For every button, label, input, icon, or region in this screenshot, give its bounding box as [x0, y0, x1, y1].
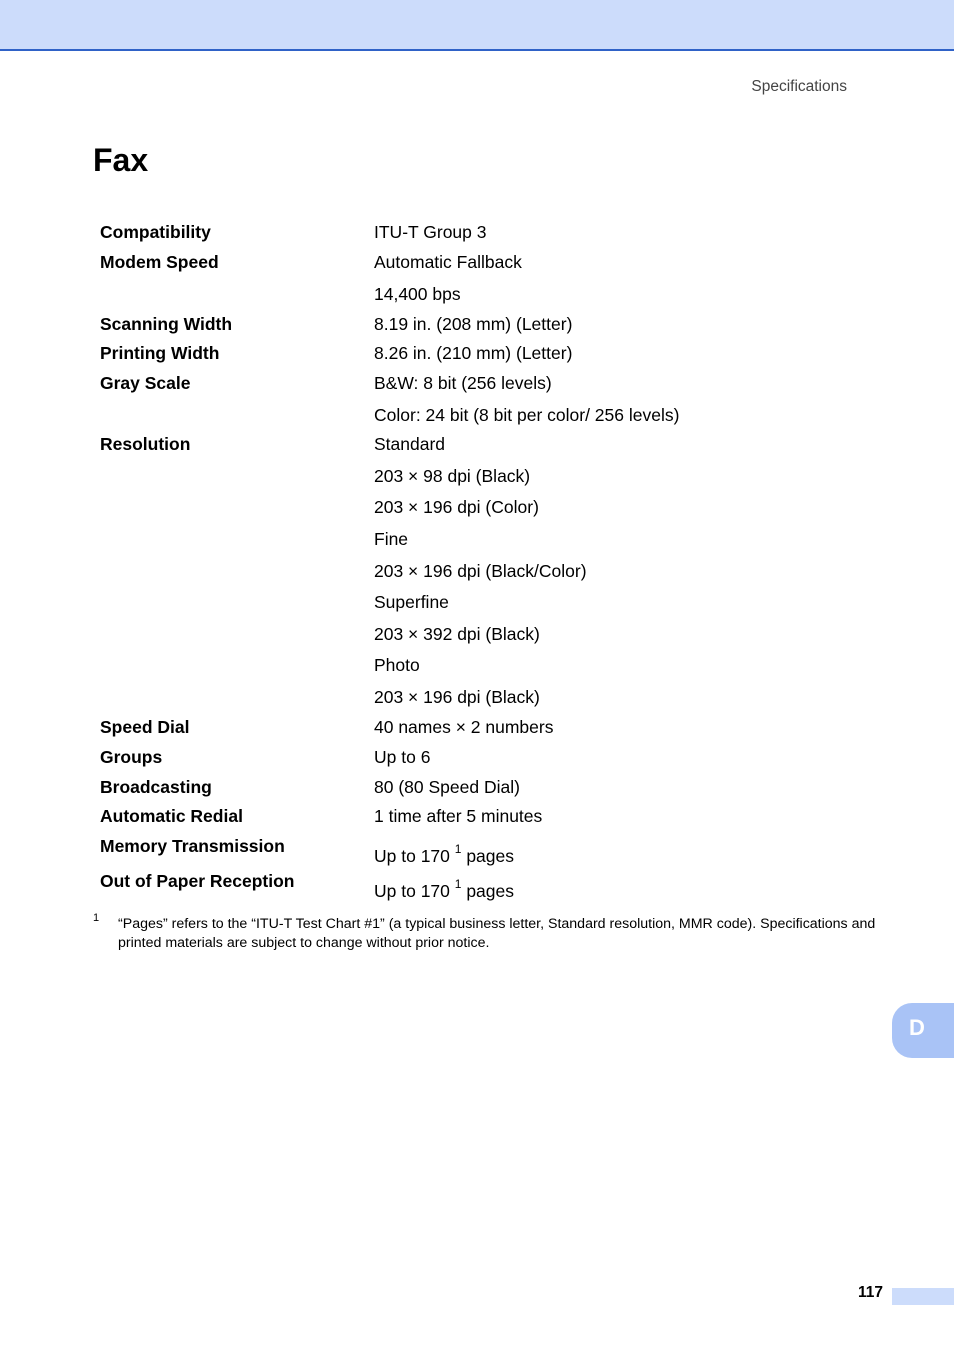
spec-value: Fine — [374, 529, 409, 549]
spec-value: 203 × 196 dpi (Black) — [374, 687, 540, 707]
value-text: Up to 170 — [374, 845, 450, 866]
chapter-tab — [892, 1003, 954, 1058]
spec-value: 203 × 392 dpi (Black) — [374, 624, 540, 644]
footnote-ref: 1 — [454, 842, 462, 856]
footnote-mark: 1 — [93, 912, 100, 924]
value-text: Up to 170 — [374, 880, 450, 901]
spec-value: 1 time after 5 minutes — [374, 806, 543, 826]
spec-value — [374, 875, 514, 902]
page-number: 117 — [857, 1284, 883, 1301]
spec-value: 14,400 bps — [374, 284, 461, 304]
spec-value: Standard — [374, 434, 446, 454]
spec-value: 203 × 98 dpi (Black) — [374, 466, 531, 486]
spec-value: 8.26 in. (210 mm) (Letter) — [374, 343, 573, 363]
footnote-text: “Pages” refers to the “ITU-T Test Chart #1” (a typical business letter, Standard resolution, MMR code). Specifications and printed materials are subject to change without prior notice. — [118, 916, 876, 951]
page-number-bar — [892, 1288, 954, 1305]
spec-value: Automatic Fallback — [374, 252, 522, 272]
spec-value: ITU-T Group 3 — [374, 222, 487, 242]
spec-value: 203 × 196 dpi (Black/Color) — [374, 561, 587, 581]
spec-value: Photo — [374, 655, 420, 675]
spec-value: Color: 24 bit (8 bit per color/ 256 levels) — [374, 405, 680, 425]
spec-label: Gray Scale — [100, 373, 191, 393]
spec-label: Speed Dial — [100, 717, 190, 737]
value-text: pages — [466, 880, 515, 901]
spec-value: 40 names × 2 numbers — [374, 717, 554, 737]
spec-value: 8.19 in. (208 mm) (Letter) — [374, 314, 573, 334]
spec-label: Memory Transmission — [100, 836, 285, 856]
spec-value: Up to 6 — [374, 747, 431, 767]
spec-label: Out of Paper Reception — [100, 871, 295, 891]
spec-label: Modem Speed — [100, 252, 219, 272]
spec-label: Groups — [100, 747, 163, 767]
top-header-band — [0, 0, 954, 51]
chapter-tab-label: D — [909, 1015, 925, 1040]
spec-label: Resolution — [100, 434, 191, 454]
spec-label: Scanning Width — [100, 314, 233, 334]
spec-label: Automatic Redial — [100, 806, 243, 826]
footnote-ref: 1 — [454, 877, 462, 891]
spec-value: 203 × 196 dpi (Color) — [374, 497, 539, 517]
spec-value: B&W: 8 bit (256 levels) — [374, 373, 552, 393]
spec-value: 80 (80 Speed Dial) — [374, 777, 520, 797]
page-title: Fax — [93, 142, 149, 178]
spec-label: Compatibility — [100, 222, 211, 242]
spec-label: Printing Width — [100, 343, 220, 363]
section-header: Specifications — [751, 78, 847, 95]
value-text: pages — [466, 845, 515, 866]
spec-value: Superfine — [374, 592, 449, 612]
spec-label: Broadcasting — [100, 777, 212, 797]
spec-value — [374, 840, 514, 867]
